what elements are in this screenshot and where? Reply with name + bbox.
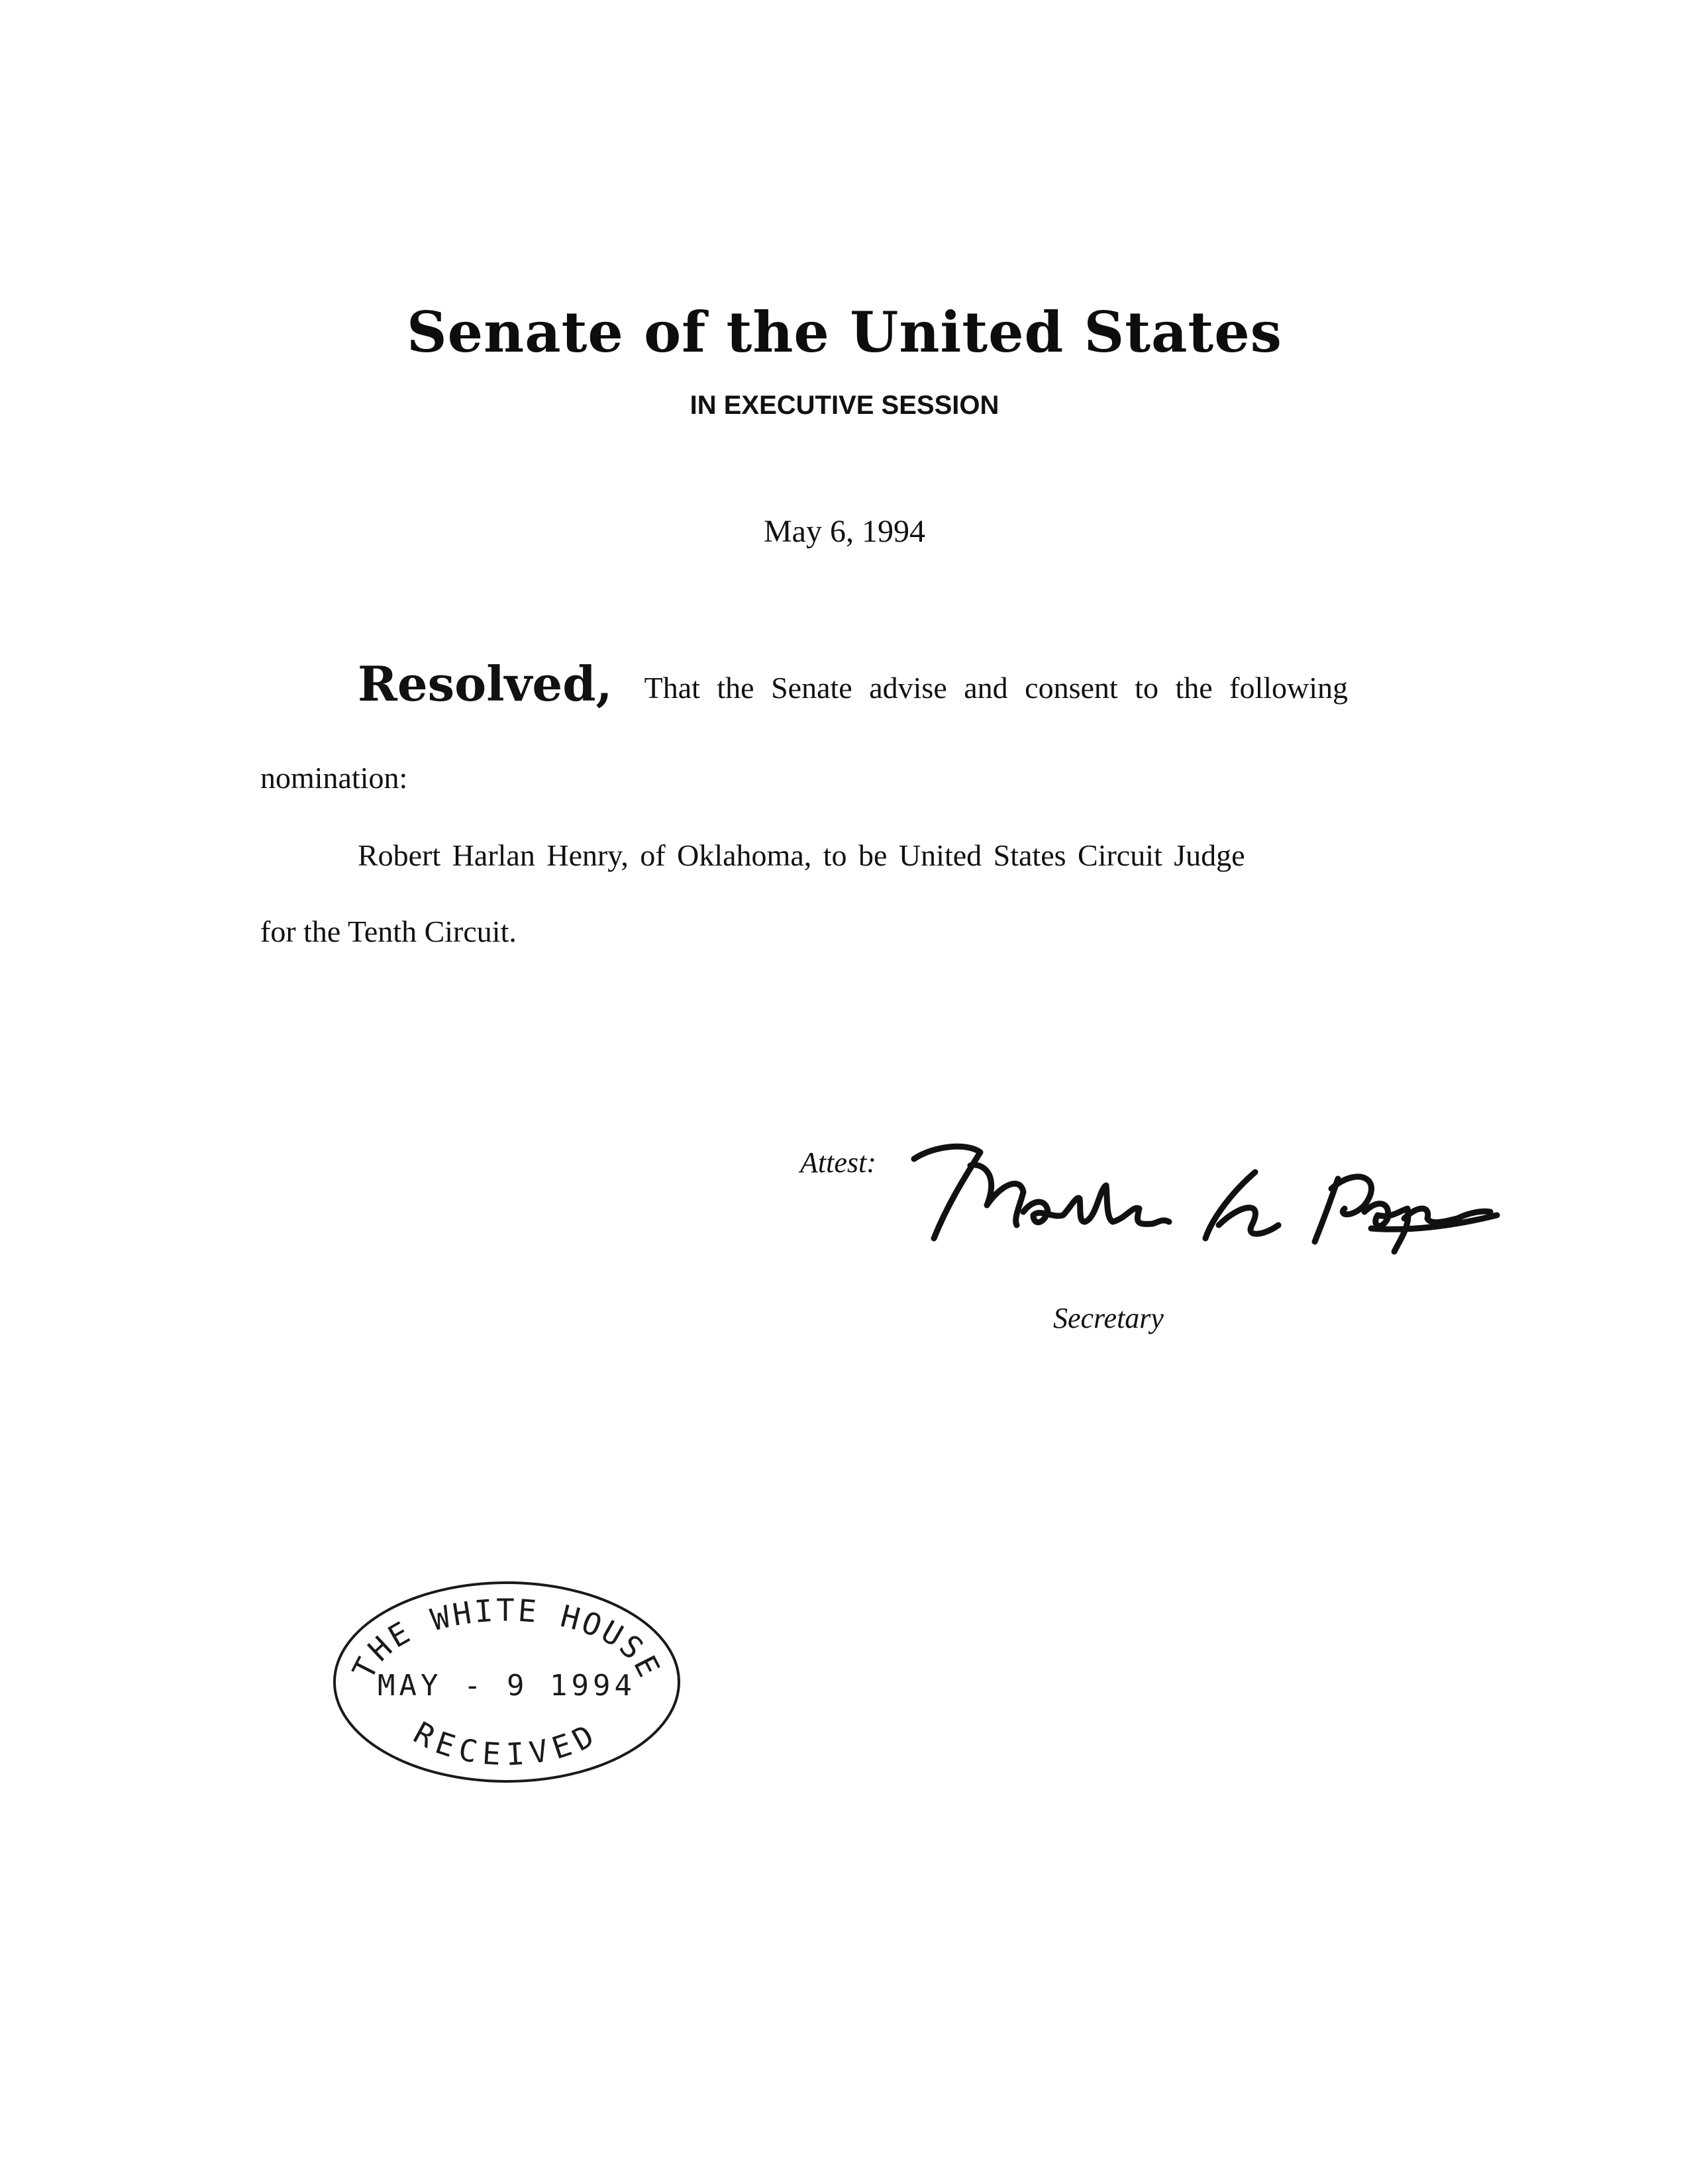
secretary-signature <box>907 1126 1504 1258</box>
nominee-line-1: Robert Harlan Henry, of Oklahoma, to be United States Circuit Judge <box>358 838 1245 872</box>
secretary-label: Secretary <box>1053 1302 1164 1334</box>
resolution-text-continued: nomination: <box>260 761 408 795</box>
svg-text:MAY - 9 1994: MAY - 9 1994 <box>378 1669 636 1703</box>
svg-text:THE WHITE HOUSE: THE WHITE HOUSE <box>345 1592 668 1685</box>
session-subheading: IN EXECUTIVE SESSION <box>690 391 999 420</box>
document-heading: Senate of the United States <box>407 299 1282 365</box>
resolved-word: Resolved, <box>358 656 613 712</box>
white-house-received-stamp <box>328 1573 686 1791</box>
resolution-line <box>358 656 1444 712</box>
svg-text:RECEIVED: RECEIVED <box>407 1714 606 1773</box>
resolution-text: That the Senate advise and consent to the following <box>644 671 1349 705</box>
document-date: May 6, 1994 <box>764 514 925 549</box>
attest-label: Attest: <box>800 1146 876 1179</box>
nominee-line-2: for the Tenth Circuit. <box>260 915 517 948</box>
